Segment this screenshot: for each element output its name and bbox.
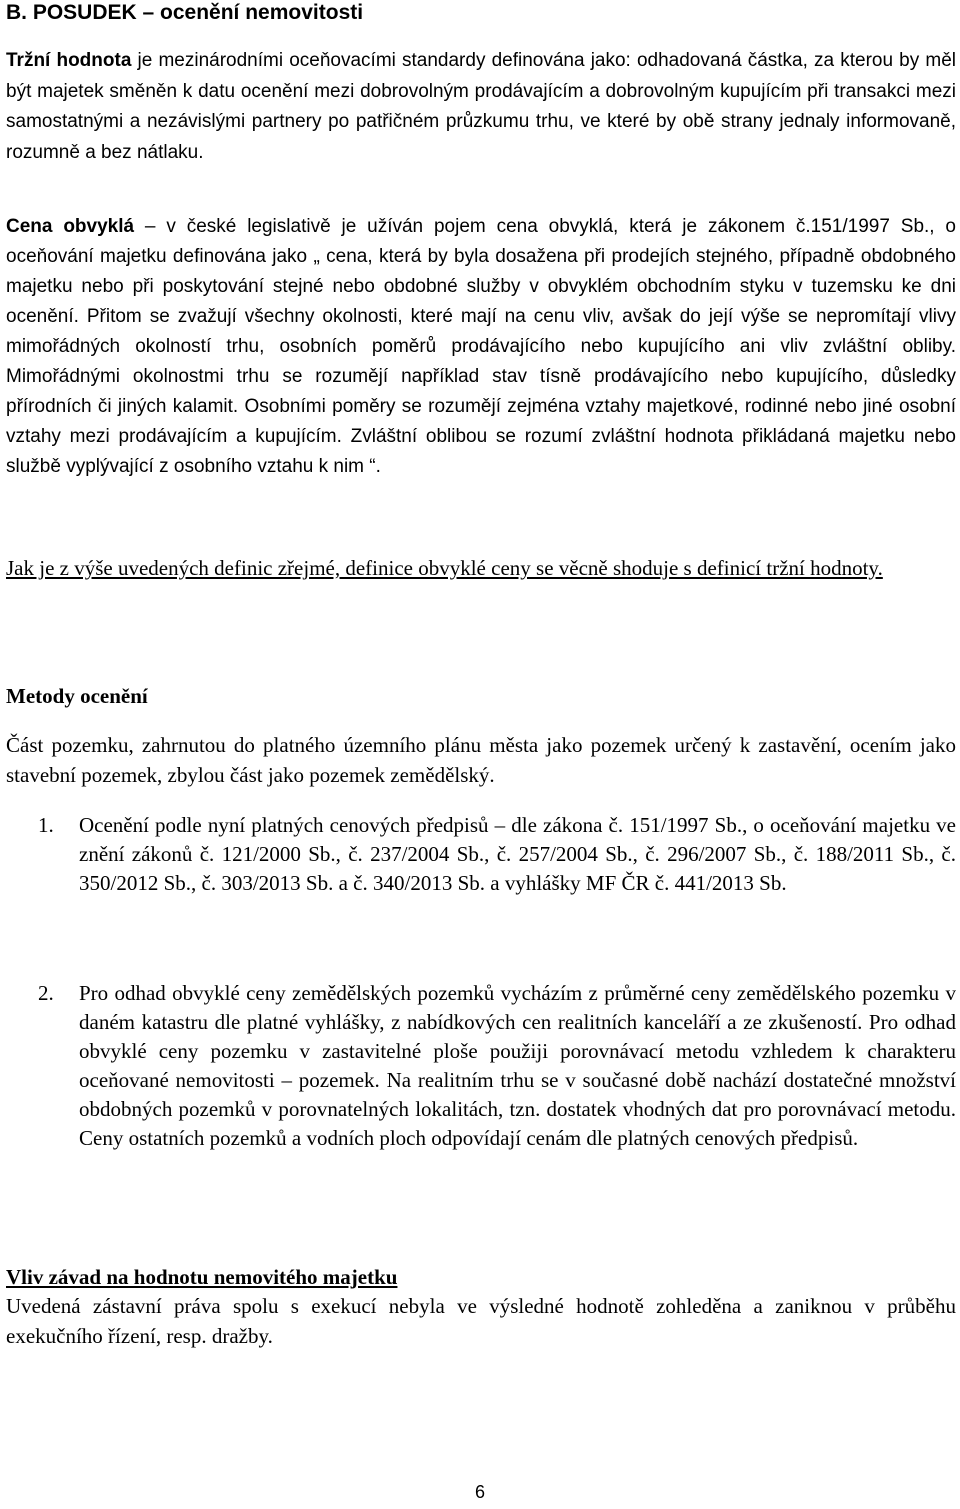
page-number: 6 (474, 1482, 485, 1502)
list-item-number: 1. (38, 813, 54, 837)
defects-heading: Vliv závad na hodnotu nemovitého majetku (6, 1265, 398, 1289)
market-value-definition: je mezinárodními oceňovacími standardy definována jako: odhadovaná částka, za kterou by měl být majetek směněn k datu ocenění mezi dobrovolným prodávajícím a dobrovolným kupujícím při transakci mezi samostatnými a nezávislými partnery po patřičném průzkumu trhu, ve které by obě strany jednaly informovaně, rozumně a bez nátlaku. (6, 50, 956, 163)
market-value-paragraph (6, 46, 956, 168)
usual-price-law-reference: – v české legislativě je užíván pojem cena obvyklá, která je zákonem č.151/1997 Sb. (134, 216, 930, 237)
usual-price-definition: , o oceňování majetku definována jako „ cena, která by byla dosažena při prodejích stejného, případně obdobného majetku nebo při poskytování stejné nebo obdobné služby v obvyklém obchodním styku v tuzemsku ke dni ocenění. (6, 216, 956, 327)
usual-price-term: Cena obvyklá (6, 216, 135, 237)
list-item-text: Ocenění podle nyní platných cenových předpisů – dle zákona č. 151/1997 Sb., o oceňování majetku ve znění zákonů č. 121/2000 Sb., č. 237/2004 Sb., č. 257/2004 Sb., č. 296/2007 Sb., č. 188/2011 Sb., č. 350/2012 Sb., č. 303/2013 Sb. a č. 340/2013 Sb. a vyhlášky MF ČR č. 441/2013 Sb. (79, 813, 956, 895)
list-item (38, 811, 956, 898)
usual-price-paragraph (6, 212, 956, 482)
usual-price-circumstances: Přitom se zvažují všechny okolnosti, které mají na cenu vliv, avšak do její výše se nepromítají vlivy mimořádných okolností trhu, osobních poměrů prodávajícího nebo kupujícího ani vliv zvláštní obliby. Mimořádnými okolnostmi trhu se rozumějí například stav tísně prodávajícího nebo kupujícího, důsledky přírodních či jiných kalamit. Osobními poměry se rozumějí zejména vztahy majetkové, rodinné nebo jiné osobní vztahy mezi prodávajícím a kupujícím. Zvláštní oblibou se rozumí zvláštní hodnota přikládaná majetku nebo službě vyplývající z osobního vztahu k nim “. (6, 306, 956, 477)
list-item-number: 2. (38, 981, 54, 1005)
section-title: B. POSUDEK – ocenění nemovitosti (6, 1, 364, 24)
land-split-paragraph: Část pozemku, zahrnutou do platného územního plánu města jako pozemek určený k zastavění, ocením jako stavební pozemek, zbylou část jako pozemek zemědělský. (6, 733, 956, 787)
market-value-term: Tržní hodnota (6, 50, 132, 71)
list-item-text: Pro odhad obvyklé ceny zemědělských pozemků vycházím z průměrné ceny zemědělského pozemku v daném katastru dle platné vyhlášky, z nabídkových cen realitních kanceláří a ze zkušeností. Pro odhad obvyklé ceny pozemku v zastavitelné ploše použiji porovnávací metodu vzhledem k charakteru oceňované nemovitosti – pozemek. Na realitním trhu se v současné době nachází dostatečné množství obdobných pozemků v porovnatelných lokalitách, tzn. dostatek vhodných dat pro porovnávací metodu. Ceny ostatních pozemků a vodních ploch odpovídají cenám dle platných cenových předpisů. (79, 981, 956, 1150)
definitions-conclusion: Jak je z výše uvedených definic zřejmé, definice obvyklé ceny se věcně shoduje s definicí tržní hodnoty. (6, 556, 883, 580)
defects-paragraph: Uvedená zástavní práva spolu s exekucí nebyla ve výsledné hodnotě zohleděna a zaniknou v průběhu exekučního řízení, resp. dražby. (6, 1294, 956, 1348)
methods-heading: Metody ocenění (6, 684, 148, 708)
list-item (38, 979, 956, 1153)
